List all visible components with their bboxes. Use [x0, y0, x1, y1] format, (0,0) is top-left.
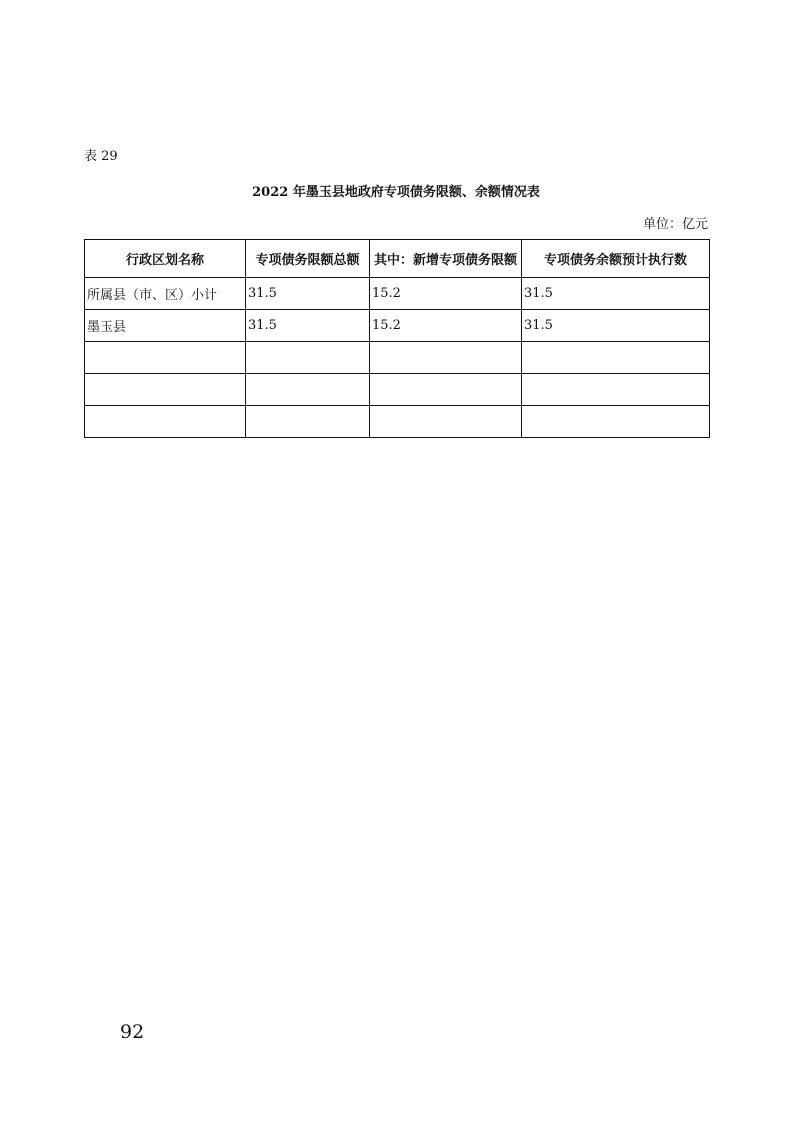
table-row	[85, 310, 710, 342]
cell-balance-estimate	[522, 342, 710, 374]
cell-limit-total: 31.5	[246, 278, 370, 310]
header-limit-total: 专项债务限额总额	[246, 240, 370, 278]
cell-new-limit: 15.2	[370, 278, 522, 310]
table-row	[85, 278, 710, 310]
cell-region-name	[85, 406, 246, 438]
table-number: 表 29	[84, 149, 118, 164]
table-header-row	[85, 240, 710, 278]
cell-region-name: 墨玉县	[85, 310, 246, 342]
cell-balance-estimate: 31.5	[522, 278, 710, 310]
cell-limit-total: 31.5	[246, 310, 370, 342]
debt-limit-table	[84, 239, 710, 438]
cell-new-limit: 15.2	[370, 310, 522, 342]
cell-balance-estimate: 31.5	[522, 310, 710, 342]
header-balance-estimate: 专项债务余额预计执行数	[522, 240, 710, 278]
header-region-name: 行政区划名称	[85, 240, 246, 278]
header-new-limit: 其中：新增专项债务限额	[370, 240, 522, 278]
cell-limit-total	[246, 406, 370, 438]
cell-new-limit	[370, 406, 522, 438]
cell-balance-estimate	[522, 374, 710, 406]
page-title: 2022 年墨玉县地政府专项债务限额、余额情况表	[252, 185, 540, 200]
table-row	[85, 374, 710, 406]
table-row	[85, 406, 710, 438]
cell-new-limit	[370, 342, 522, 374]
cell-limit-total	[246, 374, 370, 406]
table-row	[85, 342, 710, 374]
cell-limit-total	[246, 342, 370, 374]
page-number: 92	[120, 1021, 145, 1043]
cell-new-limit	[370, 374, 522, 406]
unit-label: 单位：亿元	[642, 217, 708, 232]
cell-region-name	[85, 342, 246, 374]
cell-region-name	[85, 374, 246, 406]
cell-region-name: 所属县（市、区）小计	[85, 278, 246, 310]
cell-balance-estimate	[522, 406, 710, 438]
